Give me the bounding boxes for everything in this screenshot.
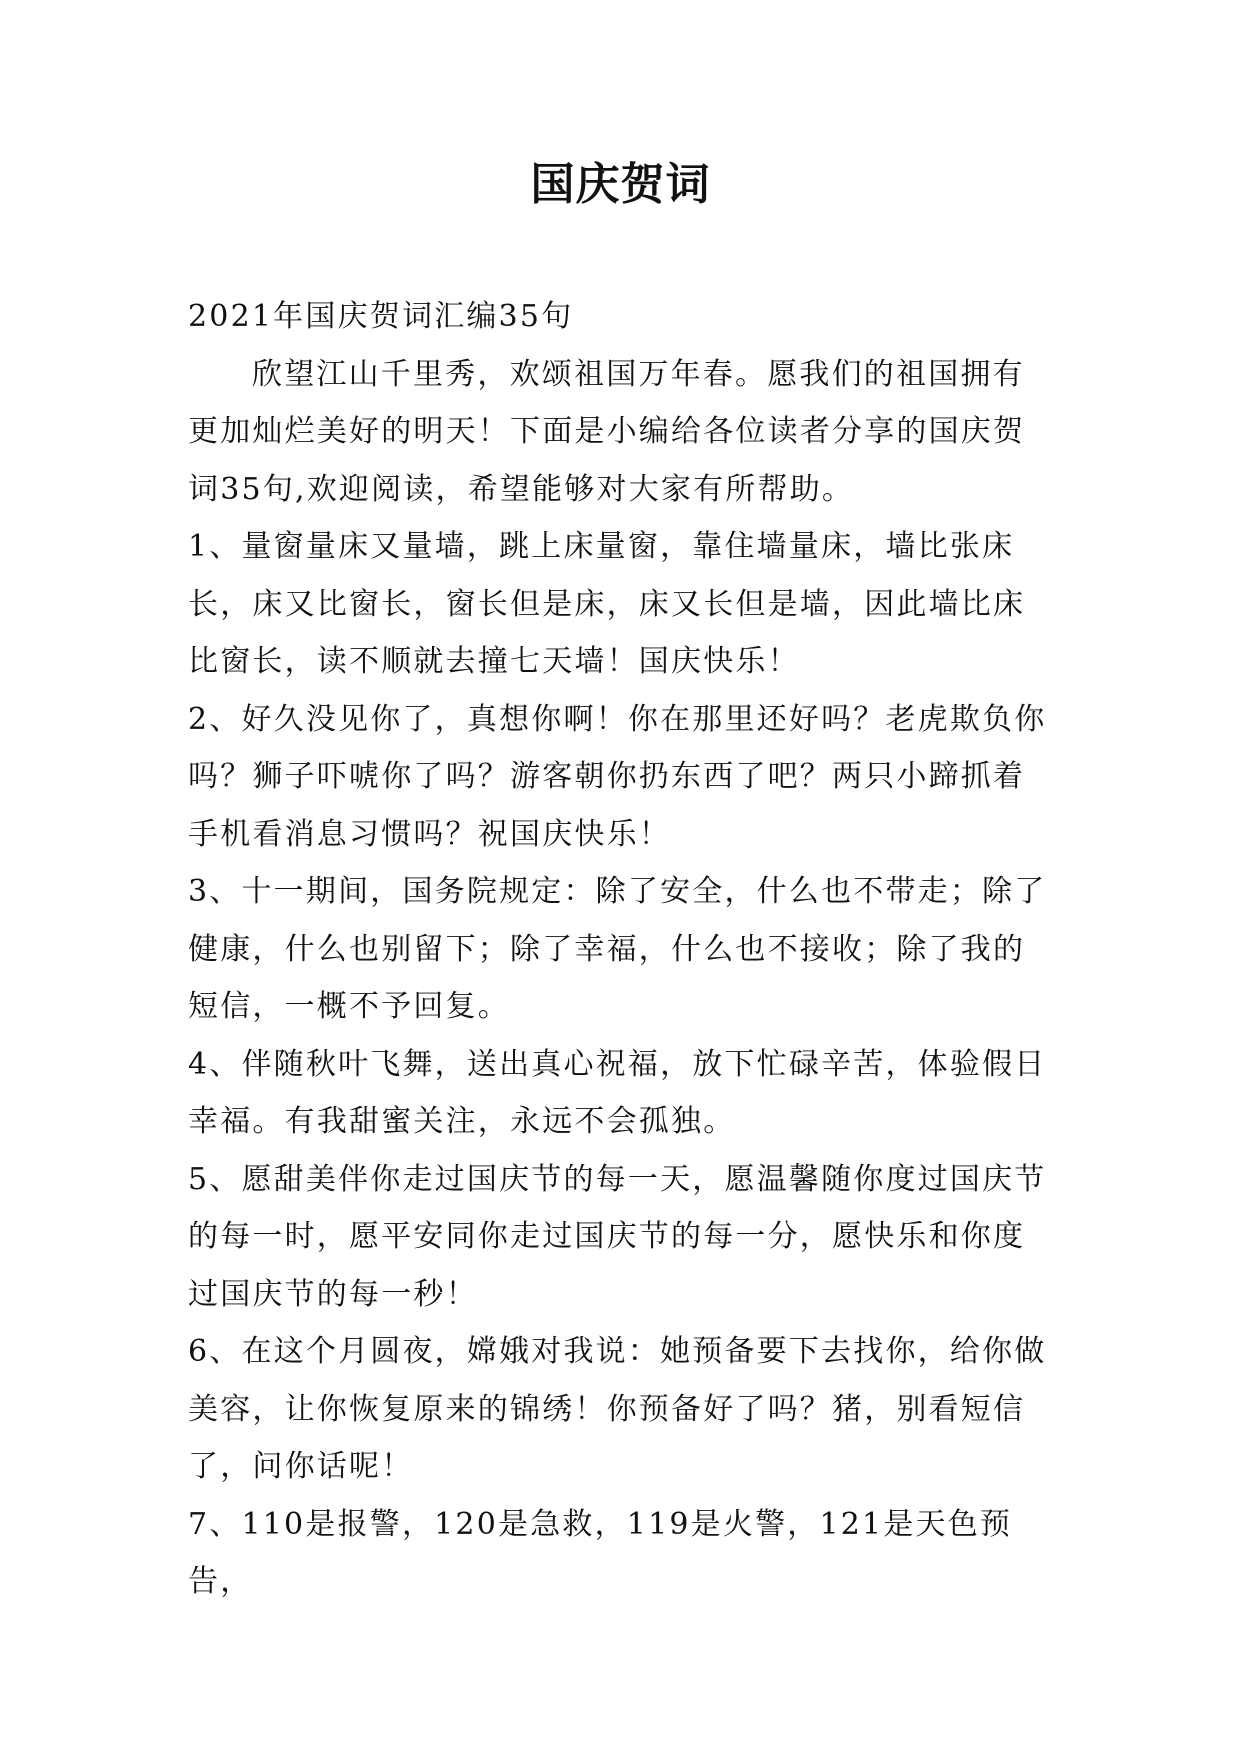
document-body xyxy=(188,288,1056,1611)
greeting-item-6: 6、在这个月圆夜，嫦娥对我说：她预备要下去找你，给你做美容，让你恢复原来的锦绣！你预备好了吗？猪，别看短信了，问你话呢！ xyxy=(188,1334,1047,1484)
document-title: 国庆贺词 xyxy=(530,159,711,210)
greeting-item-3: 3、十一期间，国务院规定：除了安全，什么也不带走；除了健康，什么也别留下；除了幸福，什么也不接收；除了我的短信，一概不予回复。 xyxy=(188,874,1047,1024)
greeting-item-1: 1、量窗量床又量墙，跳上床量窗，靠住墙量床，墙比张床长，床又比窗长，窗长但是床，床又长但是墙，因此墙比床比窗长，读不顺就去撞七天墙！国庆快乐！ xyxy=(188,529,1026,679)
greeting-item-7: 7、110是报警，120是急救，119是火警，121是天色预告， xyxy=(188,1506,1013,1599)
subtitle-line: 2021年国庆贺词汇编35句 xyxy=(188,299,574,334)
greeting-item-4: 4、伴随秋叶飞舞，送出真心祝福，放下忙碌辛苦，体验假日幸福。有我甜蜜关注，永远不会孤独。 xyxy=(188,1046,1047,1139)
intro-paragraph: 欣望江山千里秀，欢颂祖国万年春。愿我们的祖国拥有更加灿烂美好的明天！下面是小编给各位读者分享的国庆贺词35句,欢迎阅读，希望能够对大家有所帮助。 xyxy=(188,356,1026,507)
greeting-item-5: 5、愿甜美伴你走过国庆节的每一天，愿温馨随你度过国庆节的每一时，愿平安同你走过国庆节的每一分，愿快乐和你度过国庆节的每一秒！ xyxy=(188,1161,1047,1312)
greeting-item-2: 2、好久没见你了，真想你啊！你在那里还好吗？老虎欺负你吗？狮子吓唬你了吗？游客朝你扔东西了吧？两只小蹄抓着手机看消息习惯吗？祝国庆快乐！ xyxy=(188,701,1047,852)
